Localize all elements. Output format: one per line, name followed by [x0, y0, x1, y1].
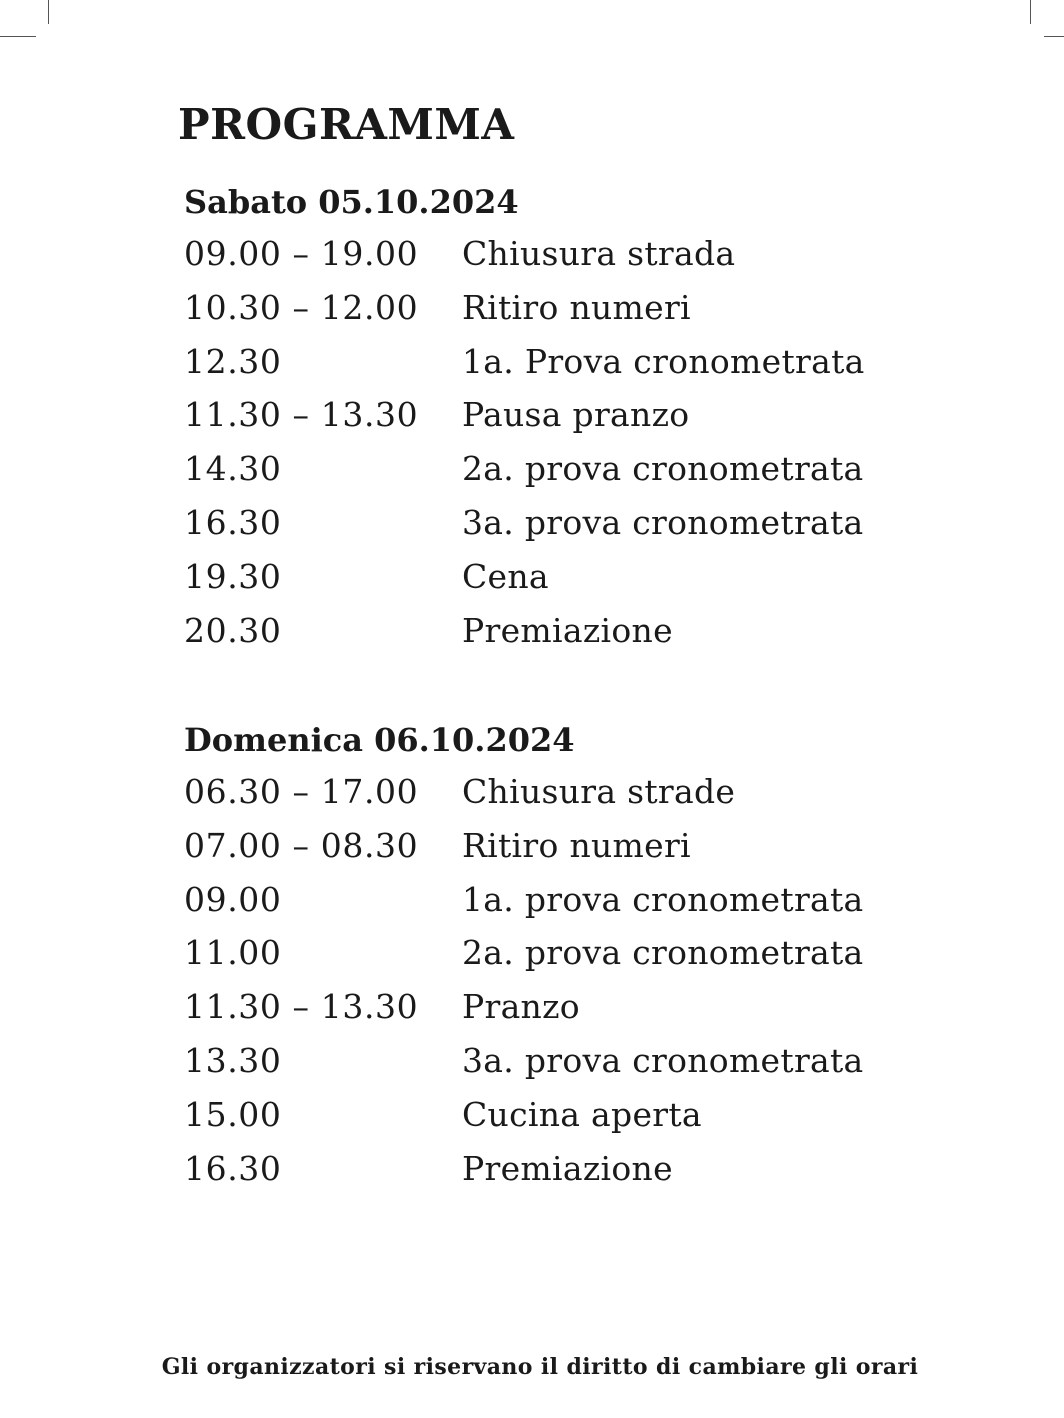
footer-disclaimer-text: Gli organizzatori si riservano il diritto di cambiare gli orari	[161, 1354, 919, 1380]
schedule-time: 13.30	[184, 1040, 282, 1080]
schedule-event: Chiusura strada	[462, 234, 736, 273]
schedule-event: 3a. prova cronometrata	[462, 1040, 864, 1080]
schedule-event: 2a. prova cronometrata	[462, 933, 864, 973]
day-heading-sunday: Domenica 06.10.2024	[184, 721, 575, 759]
day-saturday	[184, 182, 944, 664]
schedule-time: 07.00 – 08.30	[184, 825, 419, 865]
schedule-time: 11.30 – 13.30	[184, 395, 419, 435]
schedule-event: Pranzo	[462, 987, 580, 1027]
schedule-time: 09.00	[184, 879, 282, 919]
schedule-event: 2a. prova cronometrata	[462, 449, 864, 489]
schedule-time: 10.30 – 12.00	[184, 287, 419, 327]
schedule-row	[184, 987, 944, 1041]
schedule-event: Premiazione	[462, 610, 673, 650]
schedule-row	[184, 772, 944, 826]
schedule-time: 20.30	[184, 610, 282, 650]
schedule-time: 12.30	[184, 341, 282, 381]
schedule-time: 15.00	[184, 1094, 282, 1134]
schedule-event: Cena	[462, 556, 549, 596]
schedule-row	[184, 933, 944, 987]
footer-disclaimer	[0, 1354, 1064, 1380]
schedule-row	[184, 449, 944, 503]
schedule-time: 11.00	[184, 933, 282, 973]
schedule-row	[184, 880, 944, 934]
schedule-row	[184, 395, 944, 449]
schedule-time: 11.30 – 13.30	[184, 987, 419, 1027]
schedule-time: 14.30	[184, 449, 282, 489]
schedule-event: 1a. Prova cronometrata	[462, 341, 865, 381]
crop-mark-top-right-vertical	[1030, 0, 1031, 24]
schedule-time: 16.30	[184, 502, 282, 542]
crop-mark-top-right-horizontal	[1044, 36, 1064, 37]
schedule-time: 16.30	[184, 1148, 282, 1188]
schedule-row	[184, 234, 944, 288]
crop-mark-top-left-horizontal	[0, 36, 36, 37]
day-heading-saturday: Sabato 05.10.2024	[184, 183, 519, 221]
schedule-event: Pausa pranzo	[462, 395, 690, 435]
schedule-row	[184, 611, 944, 665]
schedule-event: Ritiro numeri	[462, 287, 691, 327]
schedule-time: 09.00 – 19.00	[184, 234, 419, 273]
schedule-row	[184, 503, 944, 557]
schedule-row	[184, 1095, 944, 1149]
schedule-time: 19.30	[184, 556, 282, 596]
crop-mark-top-left-vertical	[48, 0, 49, 24]
schedule-time: 06.30 – 17.00	[184, 772, 419, 811]
schedule-event: Chiusura strade	[462, 772, 736, 811]
schedule-row	[184, 1041, 944, 1095]
page-title: PROGRAMMA	[178, 100, 515, 149]
schedule-row	[184, 826, 944, 880]
schedule-list-sunday	[184, 772, 944, 1202]
day-sunday	[184, 720, 944, 1202]
schedule-event: 3a. prova cronometrata	[462, 502, 864, 542]
schedule-event: Ritiro numeri	[462, 825, 691, 865]
schedule-event: Cucina aperta	[462, 1094, 702, 1134]
schedule-event: 1a. prova cronometrata	[462, 879, 864, 919]
schedule-row	[184, 342, 944, 396]
schedule-list-saturday	[184, 234, 944, 664]
schedule-event: Premiazione	[462, 1148, 673, 1188]
schedule-row	[184, 557, 944, 611]
schedule-row	[184, 288, 944, 342]
schedule-row	[184, 1149, 944, 1203]
